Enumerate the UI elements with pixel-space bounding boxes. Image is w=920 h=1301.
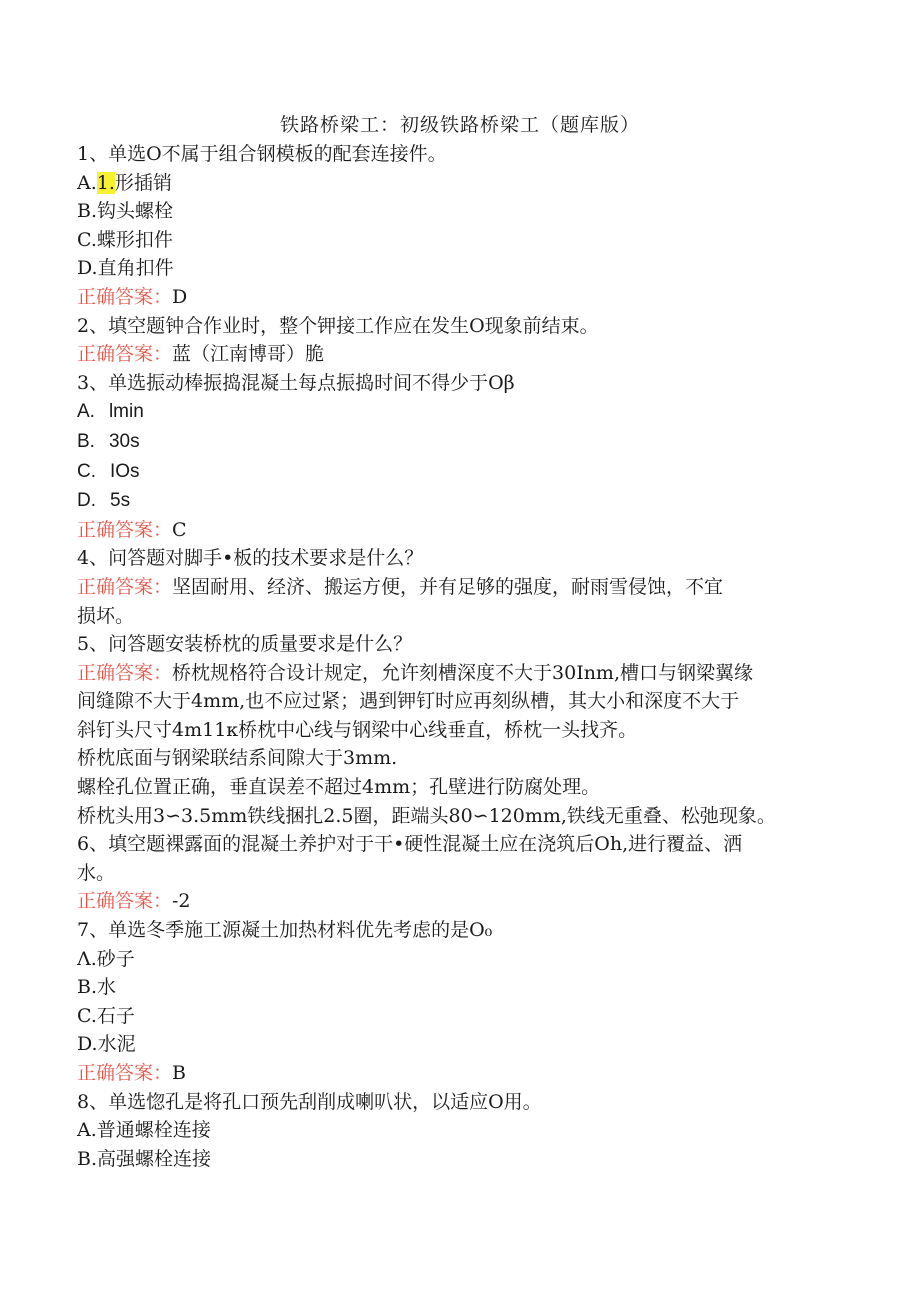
answer-value: B <box>172 1062 186 1084</box>
question-2-answer <box>77 340 847 369</box>
question-4-answer <box>77 573 847 602</box>
option-text: 5s <box>110 490 131 512</box>
question-4-answer-cont: 损坏。 <box>77 604 135 627</box>
option-letter: B. <box>77 430 95 452</box>
option-a-text: 形插销 <box>114 171 172 194</box>
answer-value: 蓝（江南博哥）脆 <box>172 343 325 366</box>
answer-label: 正确答案： <box>77 285 173 308</box>
question-8-option-b: B.高强螺栓连接 <box>77 1147 212 1170</box>
question-5-answer-line-3: 斜钉头尺寸4m11κ桥枕中心线与钢梁中心线垂直，桥枕一头找齐。 <box>77 718 638 741</box>
answer-label: 正确答案： <box>77 1062 173 1084</box>
question-1-text: 1、单选O不属于组合钢模板的配套连接件。 <box>77 143 447 165</box>
question-3-option-d <box>77 486 847 516</box>
question-7-option-b: B.水 <box>77 976 117 999</box>
option-a-prefix: A. <box>77 171 97 194</box>
option-text: 30s <box>108 430 140 452</box>
question-8-text: 8、单选惚孔是将孔口预先刮削成喇叭状，以适应O用。 <box>77 1090 542 1113</box>
answer-value: 桥枕规格符合设计规定，允许刻槽深度不大于30Inm,槽口与钢梁翼缘 <box>172 661 753 684</box>
option-letter: C. <box>77 460 96 482</box>
answer-label: 正确答案： <box>77 661 173 684</box>
question-5-answer-line-2: 间缝隙不大于4mm,也不应过紧；遇到钾钉时应再刻纵槽，其大小和深度不大于 <box>77 690 740 713</box>
question-1-option-a <box>77 169 847 198</box>
question-7-answer <box>77 1059 847 1088</box>
question-5-answer-line-6: 桥枕头用3∽3.5mm铁线捆扎2.5圈，距端头80∽120mm,铁线无重叠、松弛现象。 <box>77 804 776 827</box>
question-7-option-c: C.石子 <box>77 1004 135 1027</box>
answer-value: D <box>172 285 188 308</box>
question-6-text: 6、填空题裸露面的混凝土养护对于干•硬性混凝土应在浇筑后Oh,进行覆益、洒 <box>77 833 743 856</box>
question-5-text: 5、问答题安装桥枕的质量要求是什么？ <box>77 633 413 656</box>
question-2-text: 2、填空题钟合作业时，整个钾接工作应在发生O现象前结束。 <box>77 314 599 337</box>
highlighted-text: 1. <box>96 171 115 194</box>
question-8-option-a: A.普通螺栓连接 <box>77 1119 211 1142</box>
question-7-option-a: Λ.砂子 <box>77 947 135 970</box>
question-7-option-d: D.水泥 <box>77 1033 136 1056</box>
answer-label: 正确答案： <box>77 343 173 366</box>
question-1-option-c: C.蝶形扣件 <box>77 228 173 251</box>
answer-label: 正确答案： <box>77 890 173 913</box>
question-1-answer <box>77 283 847 312</box>
question-6-answer <box>77 887 847 916</box>
option-letter: A. <box>77 401 95 423</box>
answer-label: 正确答案： <box>77 518 173 541</box>
question-3-option-a <box>77 397 847 427</box>
question-3-option-b <box>77 427 847 457</box>
answer-value: 坚固耐用、经济、搬运方便，并有足够的强度，耐雨雪侵蚀，不宜 <box>172 575 724 598</box>
question-4-text: 4、问答题对脚手•板的技术要求是什么？ <box>77 547 424 570</box>
answer-value: -2 <box>172 890 191 913</box>
question-7-text: 7、单选冬季施工源凝土加热材料优先考虑的是O₀ <box>77 919 493 942</box>
answer-label: 正确答案： <box>77 575 173 598</box>
answer-value: C <box>172 518 187 541</box>
question-3-text: 3、单选振动棒振捣混凝土每点振捣时间不得少于Oβ <box>77 371 515 394</box>
question-1-option-b: B.钩头螺栓 <box>77 200 174 223</box>
question-5-answer-line-4: 桥枕底面与钢梁联结系间隙大于3mm. <box>77 747 398 770</box>
question-3-option-c <box>77 457 847 487</box>
option-letter: D. <box>77 490 96 512</box>
question-3-answer <box>77 516 847 545</box>
question-5-answer-line-5: 螺栓孔位置正确，垂直误差不超过4mm；孔壁进行防腐处理。 <box>77 776 601 799</box>
question-6-text-cont: 水。 <box>77 861 116 884</box>
question-1-option-d: D.直角扣件 <box>77 257 174 280</box>
option-text: IOs <box>110 460 140 482</box>
question-5-answer <box>77 659 847 688</box>
document-title: 铁路桥梁工：初级铁路桥梁工（题库版） <box>279 114 640 136</box>
question-list <box>77 140 847 1173</box>
option-text: lmin <box>108 401 144 423</box>
